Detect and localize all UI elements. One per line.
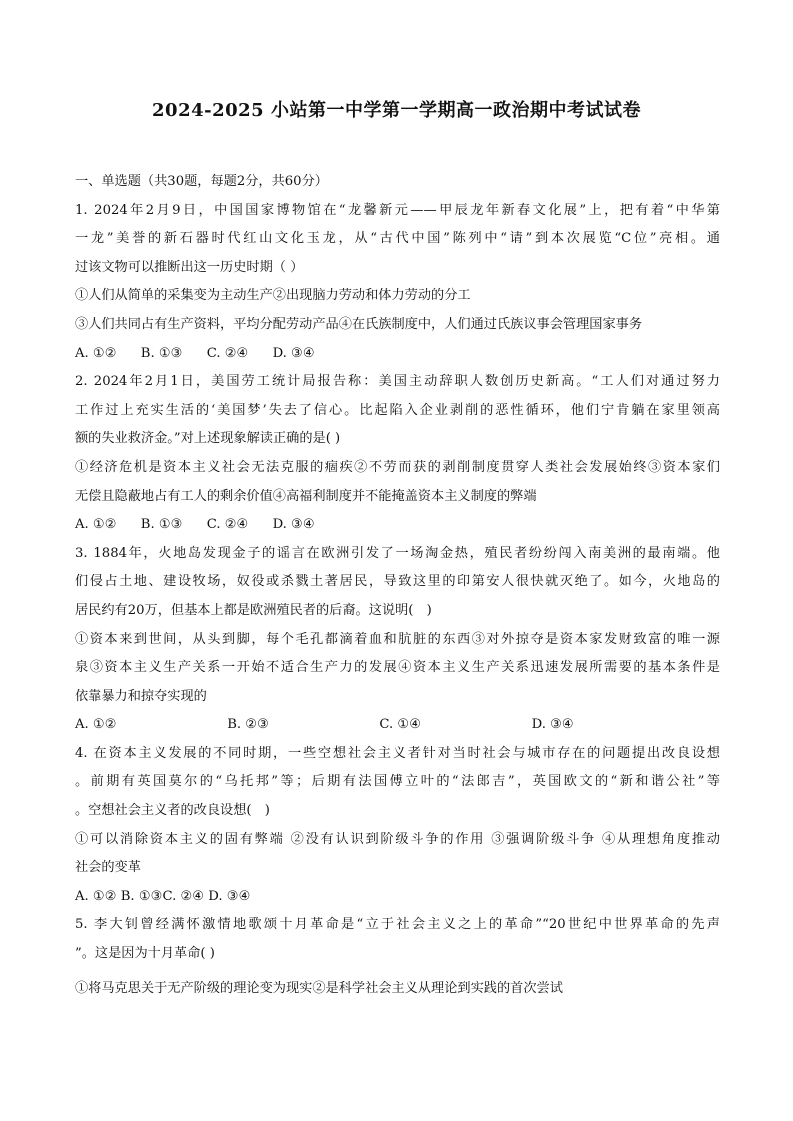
question-stem-line: 居民约有20万，但基本上都是欧洲殖民者的后裔。这说明( ) bbox=[75, 602, 432, 618]
question-stem-line: 5. 李大钊曾经满怀激情地歌颂十月革命是“立于社会主义之上的革命”“20世纪中世界革命的先声 bbox=[75, 917, 720, 933]
section-header: 一、单选题（共30题，每题2分，共60分） bbox=[75, 174, 328, 189]
exam-content bbox=[75, 168, 720, 1003]
options-row bbox=[75, 511, 720, 540]
question-stem-line: 额的失业救济金。”对上述现象解读正确的是( ) bbox=[75, 431, 341, 447]
statement-line: ③人们共同占有生产资料，平均分配劳动产品④在氏族制度中，人们通过氏族议事会管理国家事务 bbox=[75, 316, 643, 332]
question-stem-line: 一龙”美誉的新石器时代红山文化玉龙，从“古代中国”陈列中“请”到本次展览“C位”亮相。通 bbox=[75, 231, 720, 247]
statement-line: 依靠暴力和掠夺实现的 bbox=[75, 688, 207, 704]
option-b: B. ①③ bbox=[140, 345, 183, 361]
option-d: D. ③④ bbox=[531, 717, 574, 733]
question-2 bbox=[75, 368, 720, 540]
question-stem-line: 1. 2024年2月9日，中国国家博物馆在“龙馨新元——甲辰龙年新春文化展”上，把有着“中华第 bbox=[75, 202, 720, 218]
question-stem-line: ”。这是因为十月革命( ) bbox=[75, 946, 215, 962]
exam-title: 2024-2025 小站第一中学第一学期高一政治期中考试试卷 bbox=[152, 100, 641, 121]
question-stem-line: 过该文物可以推断出这一历史时期（ ） bbox=[75, 259, 304, 275]
option-d: D. ③④ bbox=[272, 517, 315, 533]
question-1 bbox=[75, 197, 720, 369]
question-stem-line: 。前期有英国莫尔的“乌托邦”等；后期有法国傅立叶的“法郎吉”，英国欧文的“新和谐公社”等 bbox=[75, 774, 720, 790]
options-row bbox=[75, 340, 720, 369]
statement-line: ①可以消除资本主义的固有弊端 ②没有认识到阶级斗争的作用 ③强调阶级斗争 ④从理想角度推动 bbox=[75, 831, 720, 847]
option-c: C. ②④ bbox=[206, 517, 249, 533]
question-stem-line: 4. 在资本主义发展的不同时期，一些空想社会主义者针对当时社会与城市存在的问题提出改良设想 bbox=[75, 745, 720, 761]
option-a: A. ①② bbox=[75, 717, 117, 733]
option-b: B. ②③ bbox=[227, 717, 269, 733]
statement-line: ①将马克思关于无产阶级的理论变为现实②是科学社会主义从理论到实践的首次尝试 bbox=[75, 980, 563, 996]
question-stem-line: 。空想社会主义者的改良设想( ) bbox=[75, 803, 270, 819]
option-c: C. ①④ bbox=[379, 717, 422, 733]
statement-line: 无偿且隐蔽地占有工人的剩余价值④高福利制度并不能掩盖资本主义制度的弊端 bbox=[75, 488, 537, 504]
question-5 bbox=[75, 911, 720, 1003]
question-3 bbox=[75, 540, 720, 740]
option-d: D. ③④ bbox=[272, 345, 315, 361]
question-stem-line: 们侵占土地、建设牧场，奴役或杀戮土著居民，导致这里的印第安人很快就灭绝了。如今，火地岛的 bbox=[75, 574, 720, 590]
statement-line: 社会的变革 bbox=[75, 860, 141, 876]
options-row bbox=[75, 711, 720, 740]
option-c: C. ②④ bbox=[206, 345, 249, 361]
option-a: A. ①② bbox=[75, 345, 117, 361]
options-line: A. ①② B. ①③C. ②④ D. ③④ bbox=[75, 888, 251, 904]
question-stem-line: 工作过上充实生活的‘美国梦’失去了信心。比起陷入企业剥削的恶性循环，他们宁肯躺在家里领高 bbox=[75, 402, 720, 418]
statement-line: ①资本来到世间，从头到脚，每个毛孔都滴着血和肮脏的东西③对外掠夺是资本家发财致富的唯一源 bbox=[75, 631, 720, 647]
statement-line: ①经济危机是资本主义社会无法克服的痼疾②不劳而获的剥削制度贯穿人类社会发展始终③资本家们 bbox=[75, 459, 720, 475]
statement-line: 泉③资本主义生产关系一开始不适合生产力的发展④资本主义生产关系迅速发展所需要的基本条件是 bbox=[75, 660, 720, 676]
question-4 bbox=[75, 740, 720, 912]
option-a: A. ①② bbox=[75, 517, 117, 533]
question-stem-line: 3. 1884年，火地岛发现金子的谣言在欧洲引发了一场淘金热，殖民者纷纷闯入南美洲的最南端。他 bbox=[75, 545, 720, 561]
statement-line: ①人们从简单的采集变为主动生产②出现脑力劳动和体力劳动的分工 bbox=[75, 288, 471, 304]
question-stem-line: 2. 2024年2月1日，美国劳工统计局报告称：美国主动辞职人数创历史新高。“工人们对通过努力 bbox=[75, 374, 720, 390]
option-b: B. ①③ bbox=[140, 517, 183, 533]
